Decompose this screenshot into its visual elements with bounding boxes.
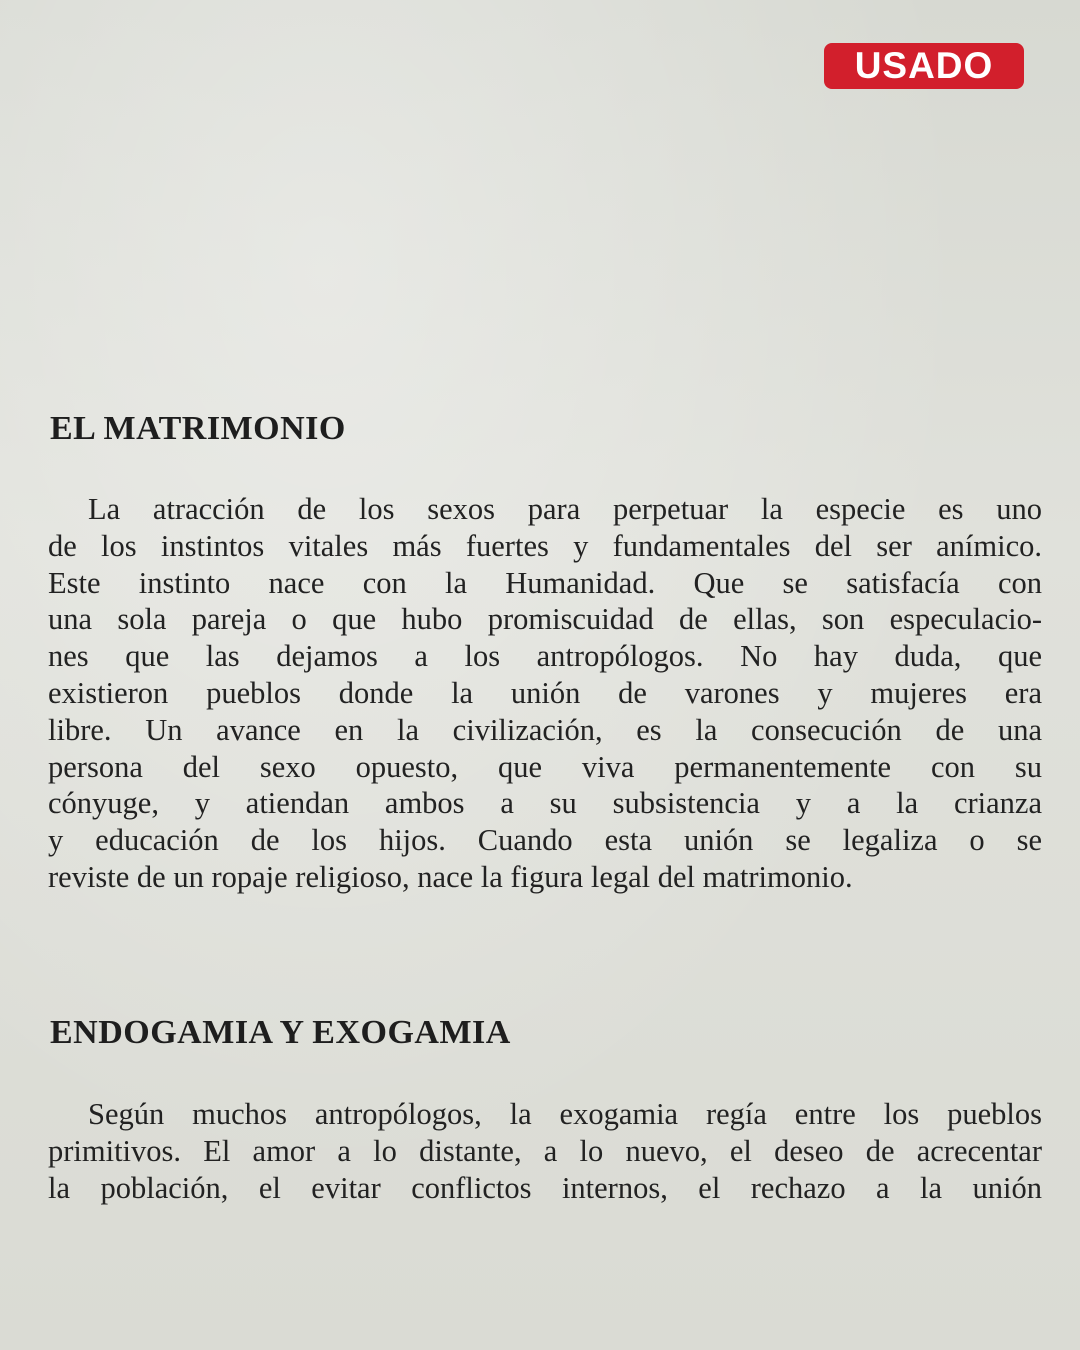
text-line: una sola pareja o que hubo promiscuidad de ellas, son especulacio- (48, 602, 1042, 637)
text-line: Según muchos antropólogos, la exogamia regía entre los pueblos (88, 1097, 1042, 1131)
text-line: libre. Un avance en la civilización, es la consecución de una (48, 712, 1042, 747)
paragraph-matrimonio (48, 491, 1042, 896)
text-line: primitivos. El amor a lo distante, a lo nuevo, el deseo de acrecentar (48, 1133, 1042, 1168)
used-condition-badge: USADO (824, 43, 1024, 89)
text-line: y educación de los hijos. Cuando esta unión se legaliza o se (48, 823, 1042, 858)
text-line: persona del sexo opuesto, que viva permanentemente con su (48, 749, 1042, 784)
section-heading-matrimonio: EL MATRIMONIO (50, 410, 346, 447)
text-line: Este instinto nace con la Humanidad. Que se satisfacía con (48, 565, 1042, 600)
text-line: La atracción de los sexos para perpetuar la especie es uno (88, 492, 1042, 526)
text-line: existieron pueblos donde la unión de varones y mujeres era (48, 675, 1042, 710)
text-line: cónyuge, y atiendan ambos a su subsistencia y a la crianza (48, 786, 1042, 821)
bleed-through-text-lower (52, 900, 1042, 1010)
text-line: nes que las dejamos a los antropólogos. No hay duda, que (48, 639, 1042, 674)
text-line: la población, el evitar conflictos internos, el rechazo a la unión (48, 1170, 1042, 1205)
section-heading-endogamia: ENDOGAMIA Y EXOGAMIA (50, 1014, 511, 1051)
text-line: de los instintos vitales más fuertes y fundamentales del ser anímico. (48, 528, 1042, 563)
paragraph-endogamia (48, 1096, 1042, 1206)
text-line: reviste de un ropaje religioso, nace la figura legal del matrimonio. (48, 859, 853, 894)
